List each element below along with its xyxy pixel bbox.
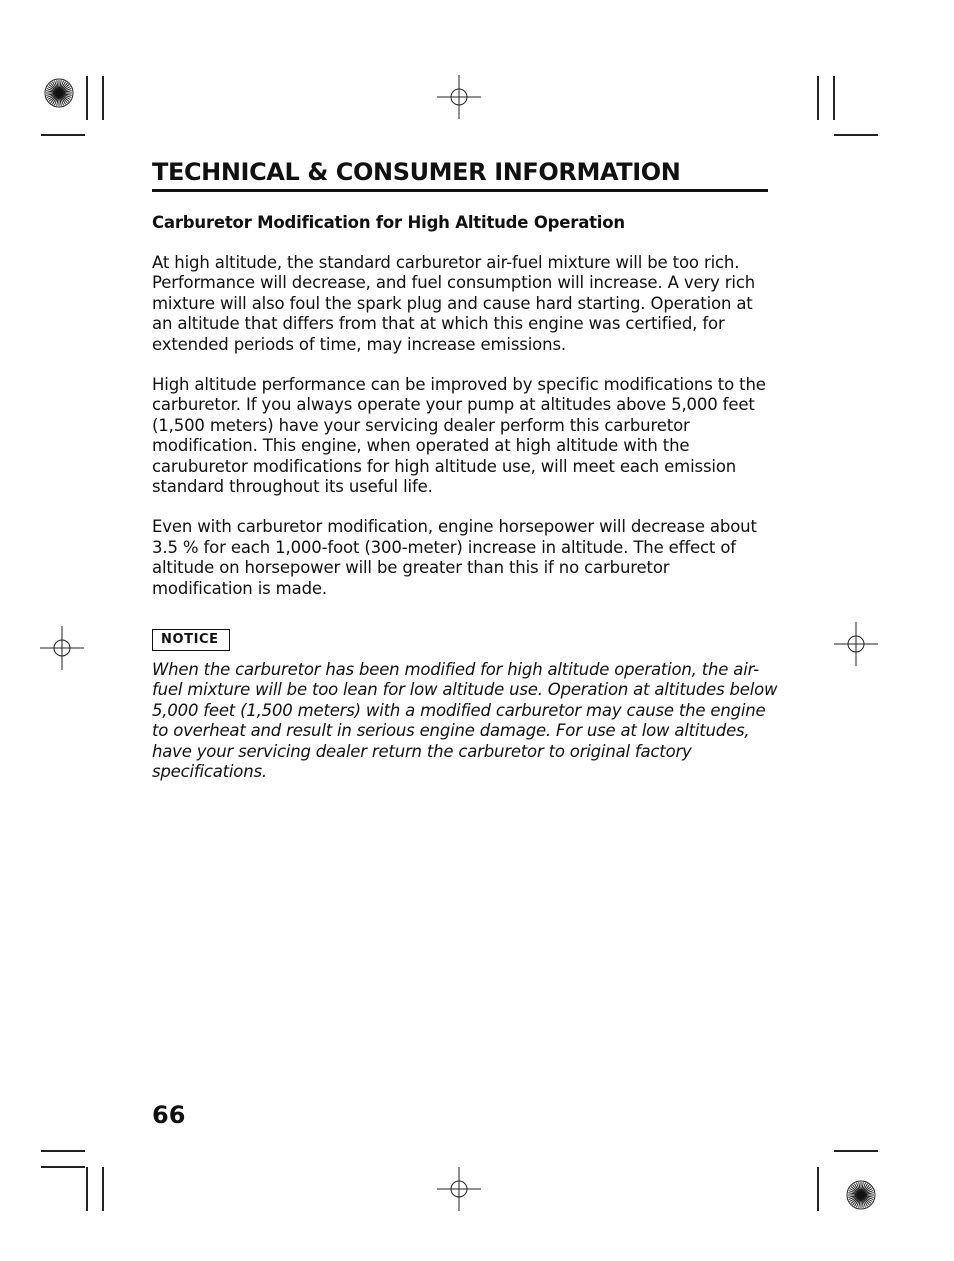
crop-mark — [41, 1166, 85, 1168]
notice-label: NOTICE — [152, 629, 230, 651]
crop-mark — [834, 134, 878, 136]
crop-mark — [102, 1167, 104, 1211]
crop-mark — [102, 76, 104, 120]
page-content — [152, 158, 778, 783]
crop-mark — [817, 76, 819, 120]
crop-mark — [86, 1167, 88, 1211]
body-paragraph: High altitude performance can be improved by specific modifications to the carburetor. If you always operate your pump at altitudes above 5,000 feet (1,500 meters) have your servicing dealer perform this carburetor modification. This engine, when operated at high altitude with the caruburetor modifications for high altitude use, will meet each emission standard throughout its useful life. — [152, 375, 766, 497]
crosshair-registration-icon — [437, 75, 481, 119]
crop-mark — [86, 76, 88, 120]
page-number: 66 — [152, 1101, 186, 1129]
notice-block — [152, 599, 778, 782]
crosshair-registration-icon — [40, 626, 84, 670]
crop-mark — [817, 1167, 819, 1211]
crop-mark — [41, 1150, 85, 1152]
body-paragraph: At high altitude, the standard carburetor air-fuel mixture will be too rich. Performance will decrease, and fuel consumption will increase. A very rich mixture will also foul the spark plug and cause hard starting. Operation at an altitude that differs from that at which this engine was certified, for extended periods of time, may increase emissions. — [152, 252, 756, 354]
starburst-registration-icon — [44, 78, 74, 108]
page-title: TECHNICAL & CONSUMER INFORMATION — [152, 160, 768, 192]
starburst-registration-icon — [846, 1180, 876, 1210]
crop-mark — [833, 76, 835, 120]
notice-text: When the carburetor has been modified for high altitude operation, the air-fuel mixture will be too lean for low altitude use. Operation at altitudes below 5,000 feet (1,500 meters) with a modified carburetor may cause the engine to overheat and result in serious engine damage. For use at low altitudes, have your servicing dealer return the carburetor to original factory specifications. — [152, 660, 778, 782]
crosshair-registration-icon — [437, 1167, 481, 1211]
crosshair-registration-icon — [834, 622, 878, 666]
crop-mark — [41, 134, 85, 136]
crop-mark — [834, 1150, 878, 1152]
section-title: Carburetor Modification for High Altitude Operation — [152, 213, 625, 233]
body-paragraph: Even with carburetor modification, engine horsepower will decrease about 3.5 % for each 1,000-foot (300-meter) increase in altitude. The effect of altitude on horsepower will be greater than this if no carburetor modification is made. — [152, 517, 757, 598]
